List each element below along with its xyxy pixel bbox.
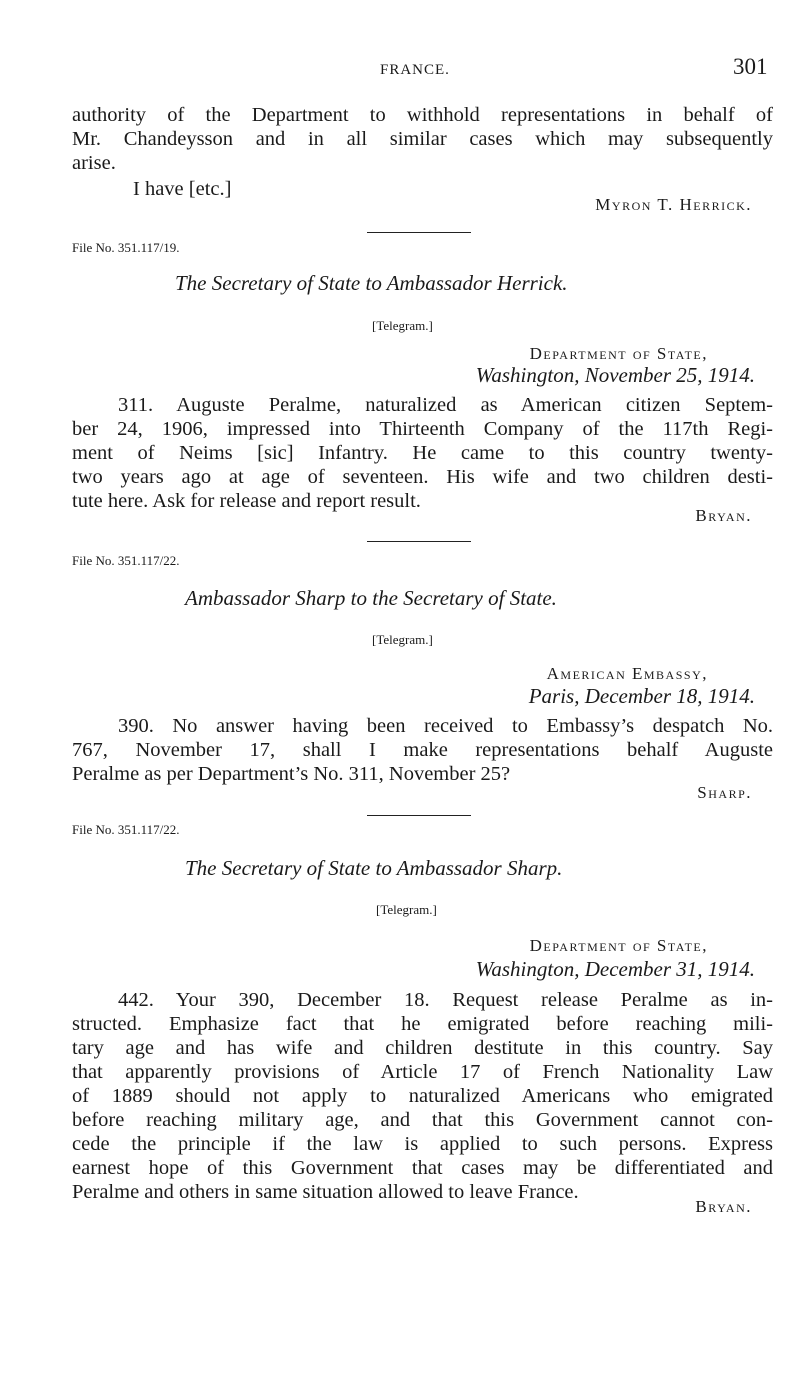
body-line: before reaching military age, and that this Government cannot con- <box>72 1109 773 1131</box>
body-line: 442. Your 390, December 18. Request release Peralme as in- <box>118 989 773 1011</box>
body-line: 767, November 17, shall I make representations behalf Auguste <box>72 739 773 761</box>
file-number: File No. 351.117/19. <box>72 240 180 255</box>
place-date: Washington, November 25, 1914. <box>475 363 755 387</box>
telegram-label: [Telegram.] <box>372 632 433 647</box>
body-line: 311. Auguste Peralme, naturalized as American citizen Septem- <box>118 394 773 416</box>
telegram-label: [Telegram.] <box>372 318 433 333</box>
document-heading: The Secretary of State to Ambassador Sharp. <box>185 856 563 880</box>
sender-line: Department of State, <box>529 344 708 363</box>
body-line: arise. <box>72 152 116 174</box>
body-line: of 1889 should not apply to naturalized Americans who emigrated <box>72 1085 773 1107</box>
body-line: tute here. Ask for release and report result. <box>72 490 421 512</box>
page-number: 301 <box>733 54 768 79</box>
body-line: Peralme as per Department’s No. 311, November 25? <box>72 763 511 785</box>
place-date: Paris, December 18, 1914. <box>528 684 755 708</box>
signature: Bryan. <box>695 506 752 525</box>
document-heading: The Secretary of State to Ambassador Herrick. <box>175 271 568 295</box>
place-date: Washington, December 31, 1914. <box>475 957 755 981</box>
section-rule <box>367 541 471 542</box>
document-heading: Ambassador Sharp to the Secretary of State. <box>185 586 557 610</box>
body-line: authority of the Department to withhold representations in behalf of <box>72 104 773 126</box>
section-rule <box>367 815 471 816</box>
sender-line: American Embassy, <box>546 664 708 683</box>
body-line: Peralme and others in same situation allowed to leave France. <box>72 1181 579 1203</box>
body-line: ment of Neims [sic] Infantry. He came to this country twenty- <box>72 442 773 464</box>
sender-line: Department of State, <box>529 936 708 955</box>
signature: Myron T. Herrick. <box>595 195 752 214</box>
section-rule <box>367 232 471 233</box>
body-line: 390. No answer having been received to Embassy’s despatch No. <box>118 715 773 737</box>
signature: Sharp. <box>697 783 752 802</box>
file-number: File No. 351.117/22. <box>72 553 180 568</box>
body-line: Mr. Chandeysson and in all similar cases which may subsequently <box>72 128 773 150</box>
body-line: two years ago at age of seventeen. His wife and two children desti- <box>72 466 773 488</box>
file-number: File No. 351.117/22. <box>72 822 180 837</box>
body-line: tary age and has wife and children destitute in this country. Say <box>72 1037 773 1059</box>
body-line: earnest hope of this Government that cases may be differentiated and <box>72 1157 773 1179</box>
body-line: that apparently provisions of Article 17 of French Nationality Law <box>72 1061 773 1083</box>
signature: Bryan. <box>695 1197 752 1216</box>
body-line: structed. Emphasize fact that he emigrated before reaching mili- <box>72 1013 773 1035</box>
closing-line: I have [etc.] <box>133 178 232 200</box>
body-line: cede the principle if the law is applied to such persons. Express <box>72 1133 773 1155</box>
telegram-label: [Telegram.] <box>376 902 437 917</box>
running-head: FRANCE. <box>380 62 450 78</box>
body-line: ber 24, 1906, impressed into Thirteenth Company of the 117th Regi- <box>72 418 773 440</box>
